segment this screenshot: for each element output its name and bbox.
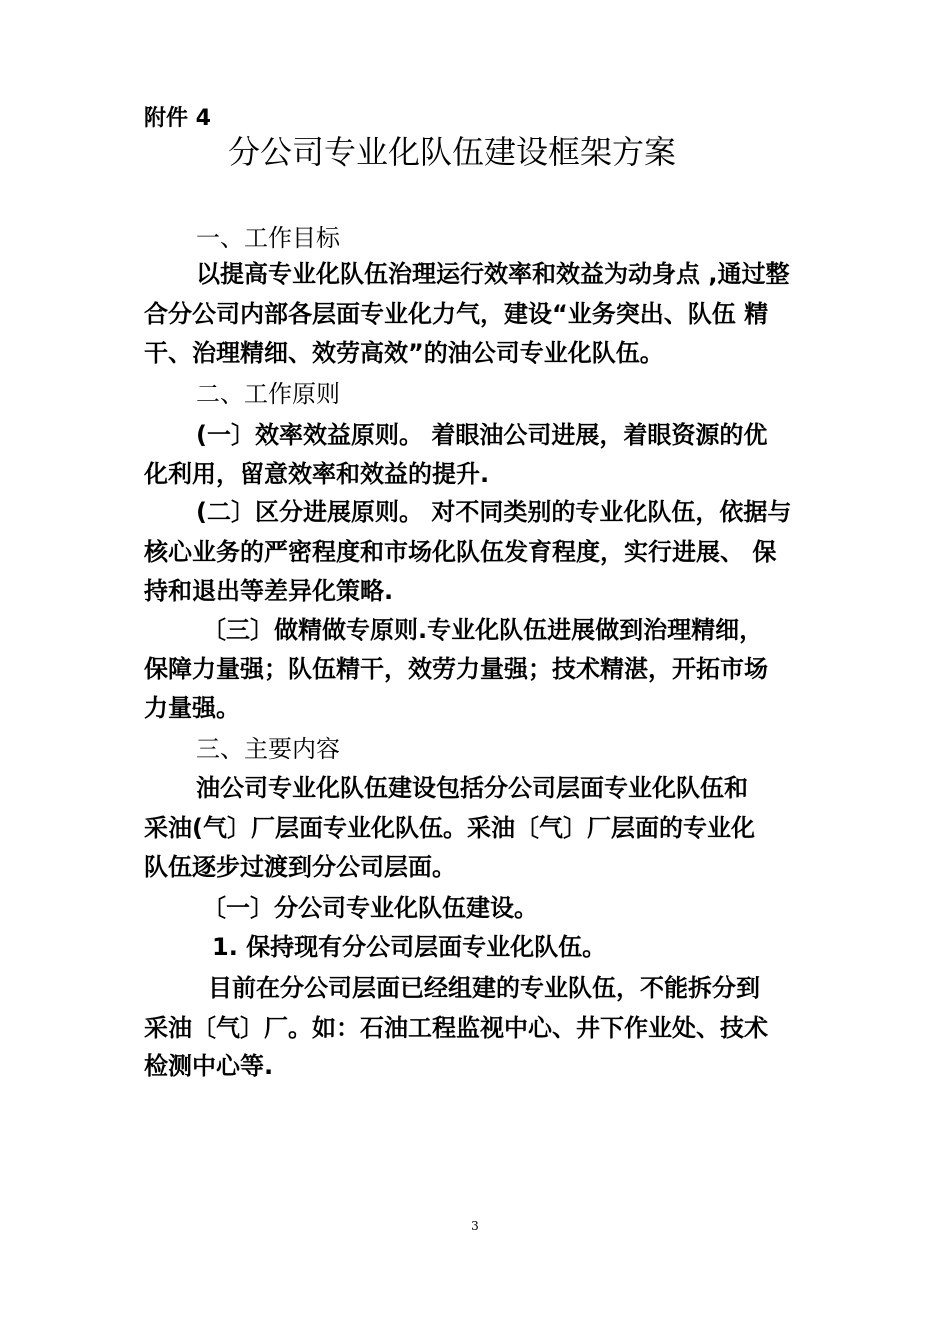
paragraph-line: 采油(气〕厂层面专业化队伍。采油〔气〕厂层面的专业化 <box>144 814 755 842</box>
attachment-label: 附件 4 <box>144 106 211 131</box>
paragraph-line: 检测中心等. <box>144 1052 274 1080</box>
paragraph-line: 队伍逐步过渡到分公司层面。 <box>144 853 456 881</box>
section-heading-contents: 三、主要内容 <box>196 735 340 763</box>
paragraph-line: 干、治理精细、效劳高效”的油公司专业化队伍。 <box>144 339 664 367</box>
paragraph-line: (一〕效率效益原则。 着眼油公司进展，着眼资源的优 <box>196 421 768 449</box>
section-heading-goals: 一、工作目标 <box>196 224 340 252</box>
page-number: 3 <box>471 1219 479 1233</box>
subsection-heading: 〔一〕分公司专业化队伍建设。 <box>202 894 538 922</box>
paragraph-line: 力量强。 <box>144 694 240 722</box>
paragraph-line: 〔三〕做精做专原则.专业化队伍进展做到治理精细， <box>202 616 764 644</box>
document-title: 分公司专业化队伍建设框架方案 <box>228 133 677 171</box>
paragraph-line: 采油〔气〕厂。如：石油工程监视中心、井下作业处、技术 <box>144 1014 768 1042</box>
paragraph-line: 保障力量强；队伍精干，效劳力量强；技术精湛，开拓市场 <box>144 655 768 683</box>
paragraph-line: 合分公司内部各层面专业化力气，建设“业务突出、队伍 精 <box>144 300 769 328</box>
paragraph-line: 以提高专业化队伍治理运行效率和效益为动身点 ,通过整 <box>196 260 790 288</box>
paragraph-line: 持和退出等差异化策略. <box>144 577 394 605</box>
paragraph-line: 核心业务的严密程度和市场化队伍发育程度，实行进展、 保 <box>144 538 777 566</box>
paragraph-line: 化利用，留意效率和效益的提升. <box>144 460 490 488</box>
paragraph-line: (二〕区分进展原则。 对不同类别的专业化队伍，依据与 <box>196 498 792 526</box>
section-heading-principles: 二、工作原则 <box>196 380 340 408</box>
numbered-item: 1. 保持现有分公司层面专业化队伍。 <box>212 933 607 961</box>
paragraph-line: 目前在分公司层面已经组建的专业队伍，不能拆分到 <box>208 974 760 1002</box>
paragraph-line: 油公司专业化队伍建设包括分公司层面专业化队伍和 <box>196 774 748 802</box>
